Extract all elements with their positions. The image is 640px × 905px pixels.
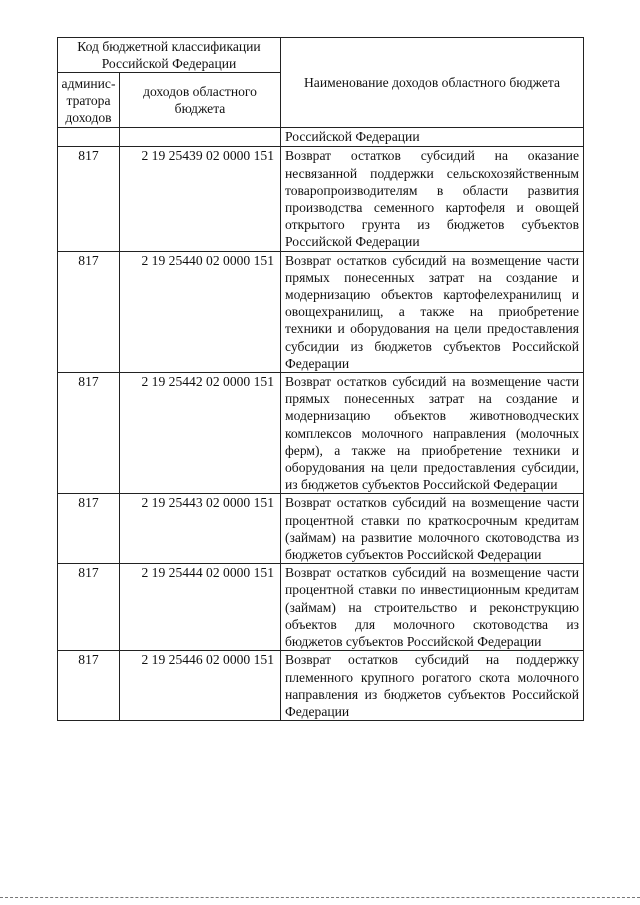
continuation-empty-admin: [58, 128, 120, 147]
scan-edge-line: [0, 897, 640, 900]
income-name-cell: Возврат остатков субсидий на возмещение части процентной ставки по инвестиционным кредитам (займам) на строительство и реконструкцию объектов для молочного скотоводства из бюджетов субъектов Российской Федерации: [281, 564, 584, 651]
admin-code-cell: 817: [58, 373, 120, 494]
header-admin: админис-тратора доходов: [58, 73, 120, 128]
admin-code-cell: 817: [58, 251, 120, 372]
admin-code-cell: 817: [58, 564, 120, 651]
table-row: [58, 564, 584, 651]
budget-code-cell: 2 19 25442 02 0000 151: [120, 373, 281, 494]
budget-code-cell: 2 19 25446 02 0000 151: [120, 651, 281, 721]
continuation-text: Российской Федерации: [281, 128, 584, 147]
header-name: Наименование доходов областного бюджета: [281, 38, 584, 128]
budget-code-cell: 2 19 25443 02 0000 151: [120, 494, 281, 564]
table-row: [58, 651, 584, 721]
header-code-group: Код бюджетной классификации Российской Федерации: [58, 38, 281, 73]
budget-code-cell: 2 19 25440 02 0000 151: [120, 251, 281, 372]
header-income: доходов областного бюджета: [120, 73, 281, 128]
table-row: [58, 251, 584, 372]
income-name-cell: Возврат остатков субсидий на поддержку племенного крупного рогатого скота молочного направления из бюджетов субъектов Российской Федерации: [281, 651, 584, 721]
table-row: [58, 147, 584, 251]
admin-code-cell: 817: [58, 494, 120, 564]
continuation-row: [58, 128, 584, 147]
income-name-cell: Возврат остатков субсидий на возмещение части прямых понесенных затрат на создание и модернизацию объектов картофелехранилищ и овощехранилищ, а также на приобретение техники и оборудования на цели предоставления субсидии из бюджетов субъектов Российской Федерации: [281, 251, 584, 372]
income-name-cell: Возврат остатков субсидий на возмещение части процентной ставки по краткосрочным кредитам (займам) на развитие молочного скотоводства из бюджетов субъектов Российской Федерации: [281, 494, 584, 564]
admin-code-cell: 817: [58, 651, 120, 721]
income-name-cell: Возврат остатков субсидий на возмещение части прямых понесенных затрат на создание и модернизацию объектов животноводческих комплексов молочного направления (молочных ферм), а также на приобретение техники и оборудования на цели предоставления субсидии, из бюджетов субъектов Российской Федерации: [281, 373, 584, 494]
budget-code-cell: 2 19 25439 02 0000 151: [120, 147, 281, 251]
admin-code-cell: 817: [58, 147, 120, 251]
budget-classification-table: [57, 37, 584, 721]
table-row: [58, 373, 584, 494]
budget-code-cell: 2 19 25444 02 0000 151: [120, 564, 281, 651]
income-name-cell: Возврат остатков субсидий на оказание несвязанной поддержки сельскохозяйственным товаропроизводителям в области развития производства семенного картофеля и овощей открытого грунта из бюджетов субъектов Российской Федерации: [281, 147, 584, 251]
continuation-empty-code: [120, 128, 281, 147]
table-row: [58, 494, 584, 564]
